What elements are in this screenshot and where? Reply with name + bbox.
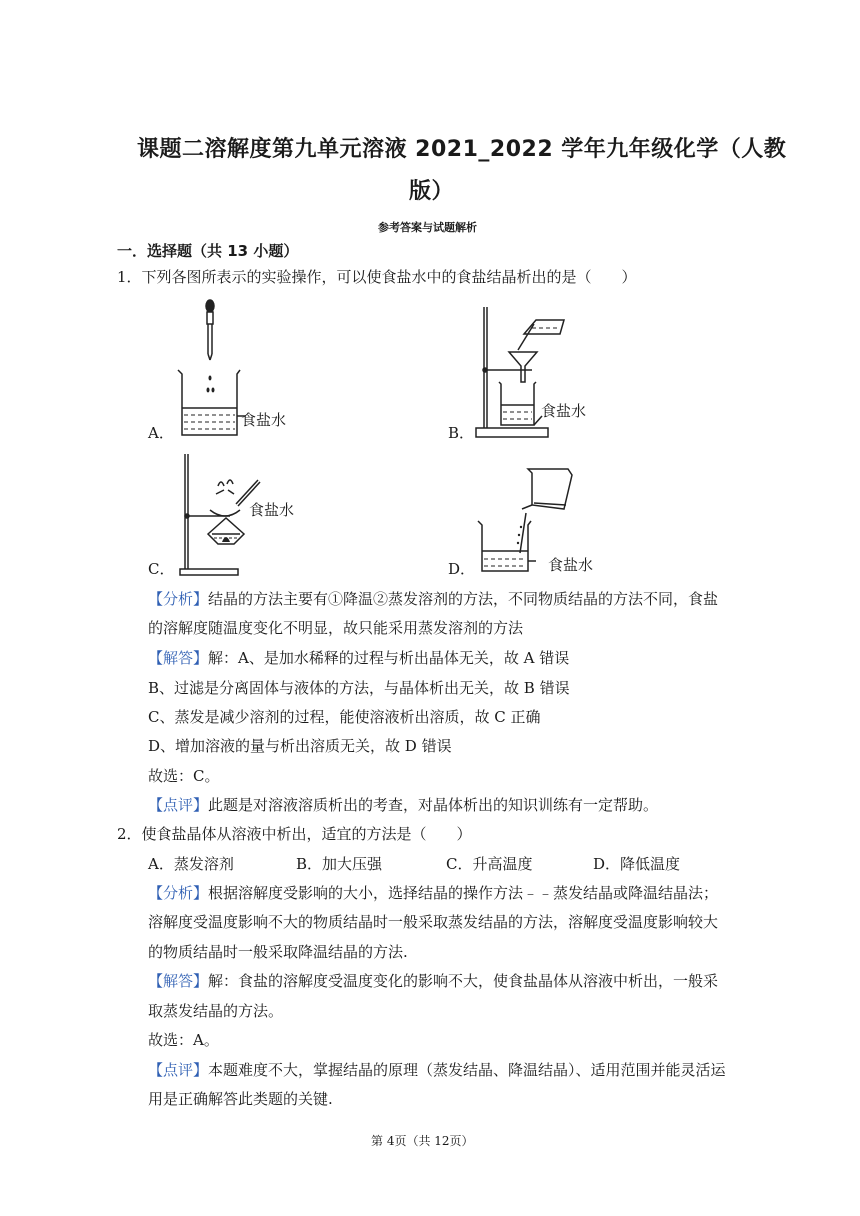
figure-c-salt-water-label: 食盐水 bbox=[249, 501, 295, 519]
q1-stem: 1．下列各图所表示的实验操作，可以使食盐水中的食盐结晶析出的是（ ） bbox=[117, 268, 637, 286]
q1-comment-text: 此题是对溶液溶质析出的考查，对晶体析出的知识训练有一定帮助。 bbox=[208, 796, 659, 814]
option-a-label: A． bbox=[148, 424, 174, 442]
figure-a-salt-water-label: 食盐水 bbox=[241, 411, 287, 429]
q1-answer-line4: D、增加溶液的量与析出溶质无关，故 D 错误 bbox=[148, 737, 452, 755]
q1-analysis-line2: 的溶解度随温度变化不明显，故只能采用蒸发溶剂的方法 bbox=[148, 619, 524, 637]
page-title-line1: 课题二溶解度第九单元溶液 2021_2022 学年九年级化学（人教 bbox=[137, 137, 787, 162]
q2-analysis-line2: 溶解度受温度影响不大的物质结晶时一般采取蒸发结晶的方法，溶解度受温度影响较大 bbox=[148, 913, 719, 931]
section-heading: 一．选择题（共 13 小题） bbox=[117, 242, 299, 260]
q1-answer-text: 解：A、是加水稀释的过程与析出晶体无关，故 A 错误 bbox=[208, 649, 570, 667]
q2-analysis-line3: 的物质结晶时一般采取降温结晶的方法. bbox=[148, 943, 408, 961]
q2-comment-line1 bbox=[148, 1055, 726, 1085]
q2-answer-line2: 取蒸发结晶的方法。 bbox=[148, 1002, 284, 1020]
q1-analysis-line1 bbox=[148, 584, 718, 614]
q2-option-d: D．降低温度 bbox=[593, 855, 681, 873]
q1-choice: 故选：C。 bbox=[148, 767, 220, 785]
q1-answer-line1 bbox=[148, 643, 569, 673]
q2-analysis-line1 bbox=[148, 878, 718, 908]
q2-analysis-text: 根据溶解度受影响的大小，选择结晶的操作方法﹣﹣蒸发结晶或降温结晶法； bbox=[208, 884, 719, 902]
q1-answer-tag: 【解答】 bbox=[148, 649, 209, 667]
q1-comment-tag: 【点评】 bbox=[148, 796, 209, 814]
option-b-label: B． bbox=[448, 424, 475, 442]
figure-b-salt-water-label: 食盐水 bbox=[541, 402, 587, 420]
q1-answer-line3: C、蒸发是减少溶剂的过程，能使溶液析出溶质，故 C 正确 bbox=[148, 708, 541, 726]
option-c-label: C． bbox=[148, 560, 175, 578]
q2-option-c: C．升高温度 bbox=[446, 855, 533, 873]
q2-answer-tag: 【解答】 bbox=[148, 972, 209, 990]
q2-stem: 2．使食盐晶体从溶液中析出，适宜的方法是（ ） bbox=[117, 825, 472, 843]
page-footer: 第 4页（共 12页） bbox=[371, 1134, 474, 1148]
q1-analysis-text: 结晶的方法主要有①降温②蒸发溶剂的方法，不同物质结晶的方法不同，食盐 bbox=[208, 590, 719, 608]
q2-option-b: B．加大压强 bbox=[296, 855, 383, 873]
q2-option-a: A．蒸发溶剂 bbox=[148, 855, 234, 873]
q2-analysis-tag: 【分析】 bbox=[148, 884, 209, 902]
figure-d-salt-water-label: 食盐水 bbox=[548, 556, 594, 574]
option-d-label: D． bbox=[448, 560, 476, 578]
q2-choice: 故选：A。 bbox=[148, 1031, 219, 1049]
q2-comment-line2: 用是正确解答此类题的关键. bbox=[148, 1090, 333, 1108]
q1-analysis-tag: 【分析】 bbox=[148, 590, 209, 608]
page-title-line2: 版） bbox=[409, 179, 455, 204]
figure-b-filtration bbox=[472, 304, 602, 444]
q2-answer-text: 解：食盐的溶解度受温度变化的影响不大，使食盐晶体从溶液中析出，一般采 bbox=[208, 972, 719, 990]
q2-comment-text: 本题难度不大，掌握结晶的原理（蒸发结晶、降温结晶）、适用范围并能灵活运 bbox=[208, 1061, 726, 1079]
q1-comment-line bbox=[148, 790, 658, 820]
page-subtitle: 参考答案与试题解析 bbox=[378, 221, 477, 234]
q2-comment-tag: 【点评】 bbox=[148, 1061, 209, 1079]
q1-answer-line2: B、过滤是分离固体与液体的方法，与晶体析出无关，故 B 错误 bbox=[148, 679, 570, 697]
q2-answer-line1 bbox=[148, 966, 718, 996]
